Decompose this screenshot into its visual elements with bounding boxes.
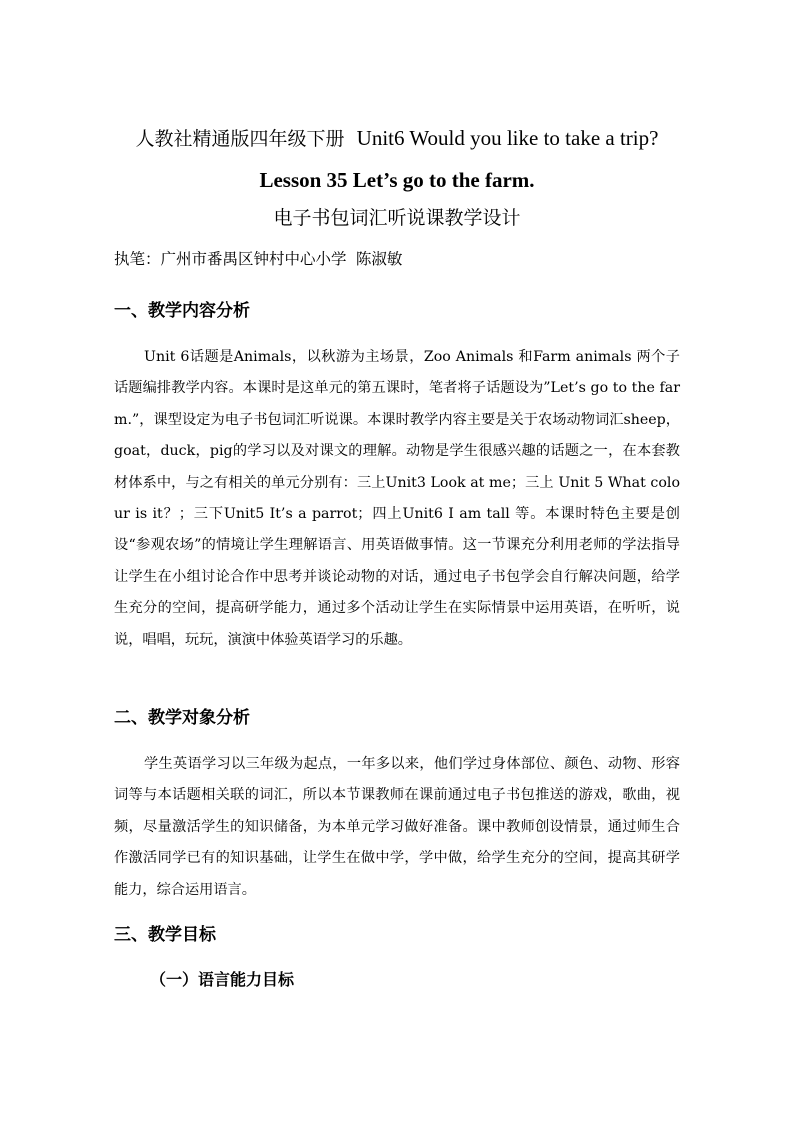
title-english: Unit6 Would you like to take a trip?	[356, 126, 659, 150]
section-heading-content-analysis: 一、教学内容分析	[114, 301, 250, 321]
lesson-title: Lesson 35 Let’s go to the farm.	[259, 168, 535, 192]
section-heading-teaching-goals: 三、教学目标	[114, 925, 216, 945]
document-subtitle: 电子书包词汇听说课教学设计	[273, 207, 521, 229]
title-chinese: 人教社精通版四年级下册	[135, 128, 345, 150]
document-title	[90, 124, 704, 153]
student-analysis-paragraph: 学生英语学习以三年级为起点，一年多以来，他们学过身体部位、颜色、动物、形容词等与本话题相关联的词汇，所以本节课教师在课前通过电子书包推送的游戏，歌曲，视频，尽量激活学生的知识储备，为本单元学习做好准备。课中教师创设情景，通过师生合作激活同学已有的知识基础，让学生在做中学，学中做，给学生充分的空间，提高其研学能力，综合运用语言。	[114, 756, 680, 898]
author-line: 执笔：广州市番禺区钟村中心小学 陈淑敏	[114, 250, 403, 268]
subsection-heading-language-goals: （一）语言能力目标	[150, 970, 295, 989]
section-heading-student-analysis: 二、教学对象分析	[114, 708, 250, 728]
content-analysis-paragraph: Unit 6话题是Animals，以秋游为主场景，Zoo Animals 和Farm animals 两个子话题编排教学内容。本课时是这单元的第五课时，笔者将子话题设为”Let’s go to the farm.”，课型设定为电子书包词汇听说课。本课时教学内容主要是关于农场动物词汇sheep，goat，duck，pig的学习以及对课文的理解。动物是学生很感兴趣的话题之一，在本套教材体系中，与之有相关的单元分别有：三上Unit3 Look at me；三上 Unit 5 What colour is it？；三下Unit5 It’s a parrot；四上Unit6 I am tall 等。本课时特色主要是创设“参观农场”的情境让学生理解语言、用英语做事情。这一节课充分利用老师的学法指导让学生在小组讨论合作中思考并谈论动物的对话，通过电子书包学会自行解决问题，给学生充分的空间，提高研学能力，通过多个活动让学生在实际情景中运用英语，在听听，说说，唱唱，玩玩，演演中体验英语学习的乐趣。	[114, 349, 680, 648]
